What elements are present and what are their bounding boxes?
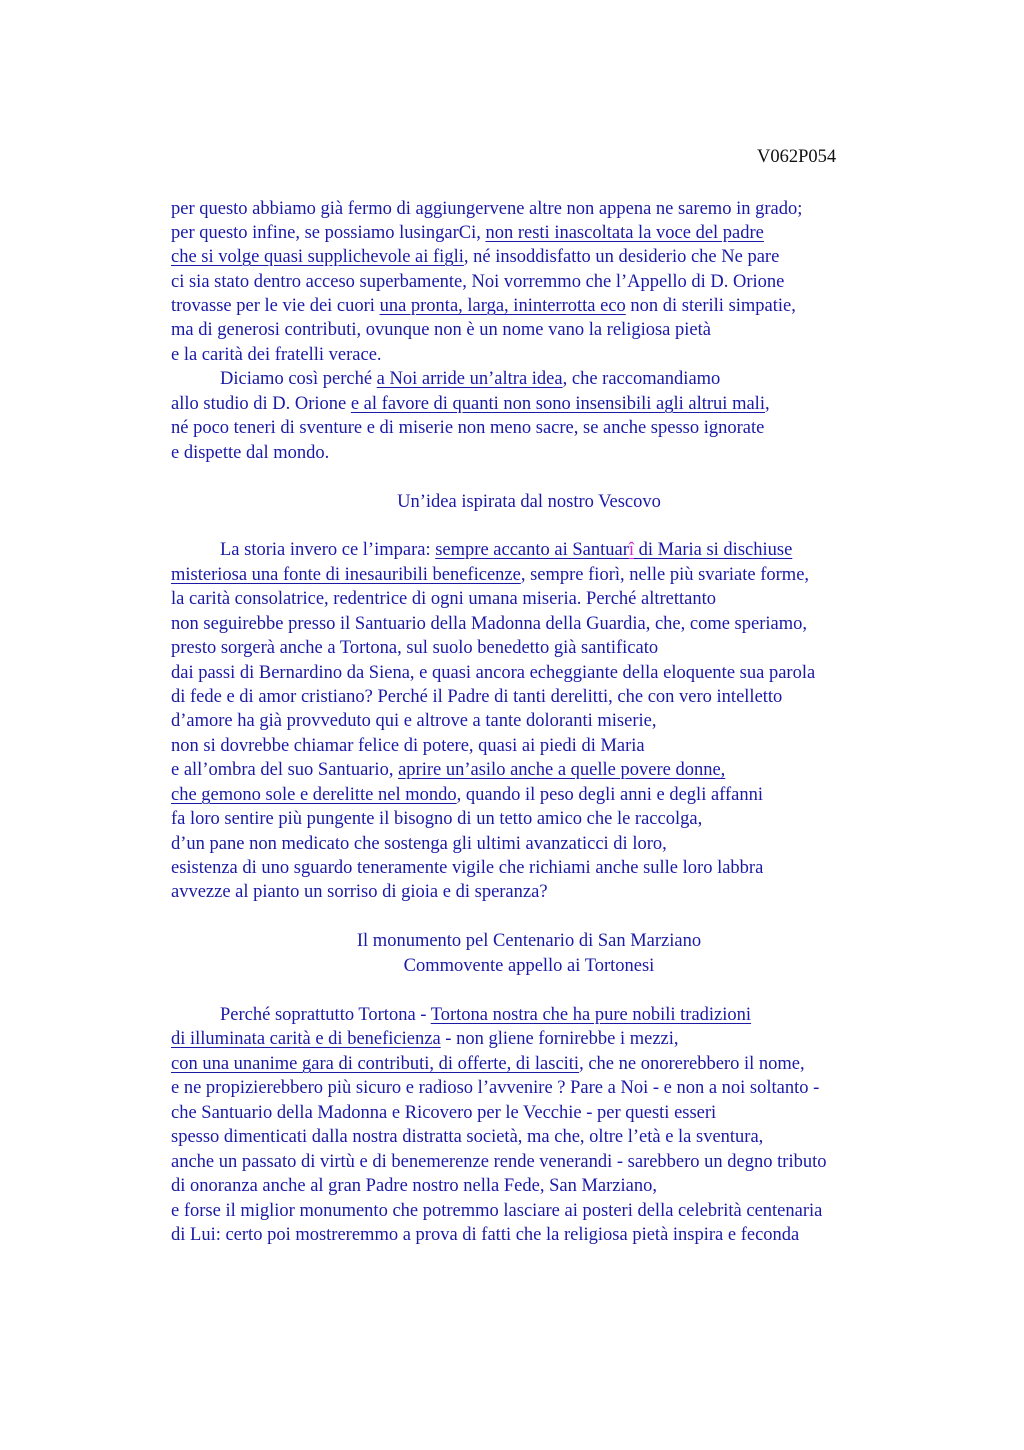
text-span: , che raccomandiamo — [562, 369, 721, 389]
text-line — [171, 1052, 805, 1076]
page-identifier: V062P054 — [757, 147, 837, 167]
text-span: non si dovrebbe chiamar felice di potere, quasi ai piedi di Maria — [171, 736, 645, 756]
underlined-text: una pronta, larga, ininterrotta eco — [379, 296, 626, 316]
underlined-text: con una unanime gara di contributi, di offerte, di lasciti — [171, 1054, 580, 1074]
text-line — [171, 563, 809, 587]
text-line — [220, 538, 792, 562]
text-line — [171, 661, 815, 685]
text-line — [171, 856, 763, 880]
text-line — [171, 807, 702, 831]
text-span: d’amore ha già provveduto qui e altrove a tante doloranti miserie, — [171, 711, 657, 731]
text-line — [171, 392, 770, 416]
text-line — [171, 880, 548, 904]
underlined-text: misteriosa una fonte di inesauribili beneficenze — [171, 565, 521, 585]
underlined-text: sempre accanto ai Santuar — [435, 540, 629, 560]
text-span: la carità consolatrice, redentrice di ogni umana miseria. Perché altrettanto — [171, 589, 716, 609]
text-span: spesso dimenticati dalla nostra distratta società, ma che, oltre l’età e la sventura, — [171, 1127, 764, 1147]
text-span: La storia invero ce l’impara: — [220, 540, 436, 560]
text-span: - non gliene fornirebbe i mezzi, — [440, 1029, 679, 1049]
text-line — [171, 1076, 819, 1100]
text-line — [171, 734, 645, 758]
text-span: avvezze al pianto un sorriso di gioia e di speranza? — [171, 882, 548, 902]
text-span: per questo abbiamo già fermo di aggiungervene altre non appena ne saremo in grado; — [171, 199, 803, 219]
text-span: e all’ombra del suo Santuario, — [171, 760, 399, 780]
text-span: e la carità dei fratelli verace. — [171, 345, 382, 365]
text-line — [171, 1223, 799, 1247]
text-line — [171, 1125, 763, 1149]
text-line — [171, 832, 667, 856]
underlined-text: e al favore di quanti non sono insensibili agli altrui mali — [350, 394, 765, 414]
text-line — [171, 416, 764, 440]
text-line — [171, 783, 763, 807]
text-span: , né insoddisfatto un desiderio che Ne pare — [463, 247, 780, 267]
text-line — [171, 1150, 826, 1174]
text-span: e dispette dal mondo. — [171, 443, 330, 463]
text-span: presto sorgerà anche a Tortona, sul suolo benedetto già santificato — [171, 638, 659, 658]
text-span: di fede e di amor cristiano? Perché il Padre di tanti derelitti, che con vero intelletto — [171, 687, 783, 707]
text-line — [171, 1027, 679, 1051]
text-line — [171, 758, 725, 782]
text-line — [171, 1101, 716, 1125]
text-line — [171, 1174, 657, 1198]
underlined-text: che gemono sole e derelitte nel mondo — [171, 785, 457, 805]
text-span: non di sterili simpatie, — [625, 296, 796, 316]
section-heading: Un’idea ispirata dal nostro Vescovo — [397, 492, 661, 512]
text-span: di Lui: certo poi mostreremmo a prova di fatti che la religiosa pietà inspira e feconda — [171, 1225, 800, 1245]
text-span: trovasse per le vie dei cuori — [171, 296, 380, 316]
underlined-text: Tortona nostra che ha pure nobili tradizioni — [430, 1005, 752, 1025]
text-span: , — [764, 394, 770, 414]
underlined-text: di illuminata carità e di beneficienza — [171, 1029, 441, 1049]
text-span: per questo infine, se possiamo lusingarCi, — [171, 223, 486, 243]
text-line — [171, 294, 796, 318]
text-span: ma di generosi contributi, ovunque non è un nome vano la religiosa pietà — [171, 320, 711, 340]
text-span: non seguirebbe presso il Santuario della Madonna della Guardia, che, come speriamo, — [171, 614, 807, 634]
text-span: e ne propizierebbero più sicuro e radioso l’avvenire ? Pare a Noi - e non a noi soltanto - — [171, 1078, 820, 1098]
text-line — [171, 270, 784, 294]
text-line — [171, 587, 716, 611]
text-line — [171, 245, 779, 269]
text-span: , sempre fiorì, nelle più svariate forme, — [520, 565, 810, 585]
text-span: né poco teneri di sventure e di miserie non meno sacre, se anche spesso ignorate — [171, 418, 765, 438]
text-line — [171, 612, 807, 636]
text-span: d’un pane non medicato che sostenga gli ultimi avanzaticci di loro, — [171, 834, 667, 854]
text-line — [171, 197, 802, 221]
text-span: Diciamo così perché — [220, 369, 377, 389]
underlined-text: aprire un’asilo anche a quelle povere donne, — [398, 760, 726, 780]
text-line — [171, 1199, 822, 1223]
section-heading: Il monumento pel Centenario di San Marziano — [356, 931, 702, 951]
text-span: ci sia stato dentro acceso superbamente, Noi vorremmo che l’Appello di D. Orione — [171, 272, 785, 292]
underlined-text: non resti inascoltata la voce del padre — [485, 223, 764, 243]
text-line — [220, 1003, 751, 1027]
underlined-text: di Maria si dischiuse — [634, 540, 793, 560]
text-line — [171, 343, 382, 367]
text-line — [171, 709, 656, 733]
underlined-text: che si volge quasi supplichevole ai figli — [171, 247, 464, 267]
text-span: Perché soprattutto Tortona - — [220, 1005, 431, 1025]
text-span: che Santuario della Madonna e Ricovero per le Vecchie - per questi esseri — [171, 1103, 717, 1123]
text-span: fa loro sentire più pungente il bisogno di un tetto amico che le raccolga, — [171, 809, 703, 829]
text-line — [171, 441, 329, 465]
text-span: di onoranza anche al gran Padre nostro nella Fede, San Marziano, — [171, 1176, 657, 1196]
text-span: anche un passato di virtù e di benemerenze rende venerandi - sarebbero un degno tributo — [171, 1152, 827, 1172]
highlighted-character: î — [628, 540, 635, 560]
text-line — [220, 367, 720, 391]
text-span: , che ne onorerebbero il nome, — [579, 1054, 805, 1074]
text-span: e forse il miglior monumento che potremmo lasciare ai posteri della celebrità centenaria — [171, 1201, 823, 1221]
text-span: dai passi di Bernardino da Siena, e quasi ancora echeggiante della eloquente sua parola — [171, 663, 816, 683]
text-line — [171, 636, 658, 660]
underlined-text: a Noi arride un’altra idea — [376, 369, 563, 389]
text-line — [171, 318, 711, 342]
text-line — [171, 221, 764, 245]
text-span: , quando il peso degli anni e degli affanni — [456, 785, 764, 805]
text-span: allo studio di D. Orione — [171, 394, 351, 414]
section-subheading: Commovente appello ai Tortonesi — [403, 956, 655, 976]
text-line — [171, 685, 782, 709]
text-span: esistenza di uno sguardo teneramente vigile che richiami anche sulle loro labbra — [171, 858, 764, 878]
